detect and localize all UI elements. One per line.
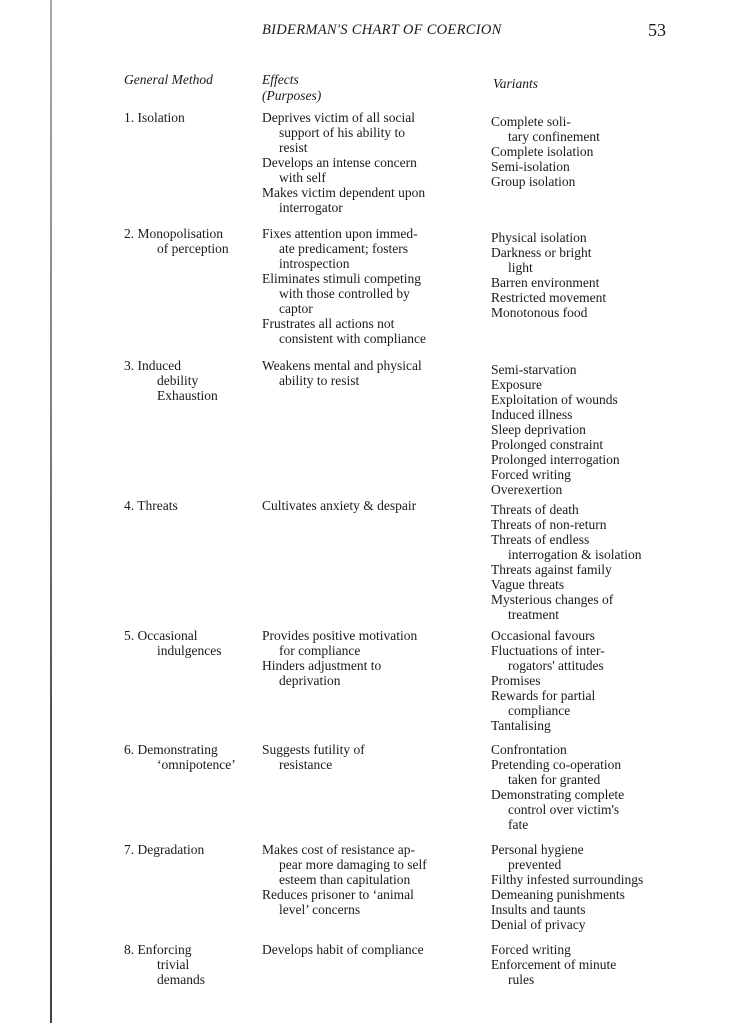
variant-line: Induced illness (491, 407, 573, 422)
effect-line: Develops an intense concern (262, 155, 417, 170)
variant-line: Vague threats (491, 577, 565, 592)
variant-line: prevented (508, 857, 562, 872)
effect-line: Cultivates anxiety & despair (262, 498, 417, 513)
variant-line: taken for granted (508, 772, 601, 787)
effect-line: resistance (279, 757, 333, 772)
method-name: debility (157, 373, 199, 388)
method-name: Exhaustion (157, 388, 218, 403)
variant-line: fate (508, 817, 529, 832)
effect-line: Fixes attention upon immed- (262, 226, 418, 241)
effect-line: ability to resist (279, 373, 360, 388)
variant-line: Threats of non-return (491, 517, 607, 532)
variant-line: Restricted movement (491, 290, 607, 305)
variant-line: Overexertion (491, 482, 563, 497)
effect-line: Frustrates all actions not (262, 316, 395, 331)
method-name: demands (157, 972, 205, 987)
column-header-variants: Variants (493, 76, 539, 91)
method-name: ‘omnipotence’ (157, 757, 236, 772)
method-name: indulgences (157, 643, 222, 658)
variant-line: Prolonged interrogation (491, 452, 620, 467)
column-header-effects: Effects (262, 72, 299, 87)
method-name: 5. Occasional (124, 628, 198, 643)
variant-line: rules (508, 972, 535, 987)
effect-line: Makes cost of resistance ap- (262, 842, 415, 857)
effect-line: esteem than capitulation (279, 872, 411, 887)
variant-line: Prolonged constraint (491, 437, 604, 452)
method-name: 2. Monopolisation (124, 226, 224, 241)
effect-line: with self (279, 170, 326, 185)
effect-line: Suggests futility of (262, 742, 365, 757)
page-binding-edge (50, 0, 52, 1023)
variant-line: Threats against family (491, 562, 612, 577)
variant-line: control over victim's (508, 802, 620, 817)
variant-line: Monotonous food (491, 305, 588, 320)
variant-line: Semi-isolation (491, 159, 570, 174)
effect-line: Develops habit of compliance (262, 942, 424, 957)
variant-line: Exploitation of wounds (491, 392, 618, 407)
variant-line: treatment (508, 607, 559, 622)
method-name: 8. Enforcing (124, 942, 192, 957)
effect-line: ate predicament; fosters (279, 241, 408, 256)
method-name: 1. Isolation (124, 110, 185, 125)
effect-line: Reduces prisoner to ‘animal (262, 887, 414, 902)
variant-line: Pretending co-operation (491, 757, 622, 772)
variant-line: Sleep deprivation (491, 422, 586, 437)
effect-line: interrogator (279, 200, 343, 215)
variant-line: Barren environment (491, 275, 600, 290)
variant-line: Exposure (491, 377, 542, 392)
variant-line: Insults and taunts (491, 902, 586, 917)
variant-line: Demonstrating complete (491, 787, 625, 802)
effect-line: Weakens mental and physical (262, 358, 422, 373)
variant-line: Mysterious changes of (491, 592, 614, 607)
method-name: trivial (157, 957, 190, 972)
variant-line: rogators' attitudes (508, 658, 604, 673)
effect-line: pear more damaging to self (279, 857, 427, 872)
effect-line: deprivation (279, 673, 341, 688)
variant-line: Filthy infested surroundings (491, 872, 644, 887)
variant-line: Threats of endless (491, 532, 590, 547)
effect-line: Deprives victim of all social (262, 110, 415, 125)
variant-line: Promises (491, 673, 541, 688)
effect-line: support of his ability to (279, 125, 405, 140)
variant-line: compliance (508, 703, 571, 718)
method-name: of perception (157, 241, 229, 256)
variant-line: Occasional favours (491, 628, 595, 643)
variant-line: Group isolation (491, 174, 576, 189)
variant-line: interrogation & isolation (508, 547, 642, 562)
method-name: 6. Demonstrating (124, 742, 218, 757)
variant-line: light (508, 260, 533, 275)
variant-line: Complete isolation (491, 144, 594, 159)
effect-line: with those controlled by (279, 286, 410, 301)
variant-line: Threats of death (491, 502, 579, 517)
variant-line: Tantalising (491, 718, 551, 733)
variant-line: Physical isolation (491, 230, 587, 245)
variant-line: Denial of privacy (491, 917, 586, 932)
variant-line: Darkness or bright (491, 245, 592, 260)
page-number: 53 (648, 20, 666, 40)
method-name: 7. Degradation (124, 842, 205, 857)
running-head: BIDERMAN'S CHART OF COERCION (262, 22, 502, 38)
variant-line: tary confinement (508, 129, 600, 144)
variant-line: Fluctuations of inter- (491, 643, 605, 658)
effect-line: Provides positive motivation (262, 628, 418, 643)
effect-line: level’ concerns (279, 902, 361, 917)
column-header-method: General Method (124, 72, 213, 87)
effect-line: captor (279, 301, 313, 316)
effect-line: for compliance (279, 643, 361, 658)
variant-line: Confrontation (491, 742, 567, 757)
effect-line: introspection (279, 256, 350, 271)
variant-line: Forced writing (491, 942, 571, 957)
effect-line: Hinders adjustment to (262, 658, 382, 673)
method-name: 3. Induced (124, 358, 181, 373)
effect-line: Makes victim dependent upon (262, 185, 426, 200)
effect-line: Eliminates stimuli competing (262, 271, 421, 286)
variant-line: Complete soli- (491, 114, 571, 129)
variant-line: Personal hygiene (491, 842, 584, 857)
variant-line: Demeaning punishments (491, 887, 625, 902)
method-name: 4. Threats (124, 498, 178, 513)
variant-line: Enforcement of minute (491, 957, 617, 972)
variant-line: Rewards for partial (491, 688, 596, 703)
column-header-effects-subtitle: (Purposes) (262, 88, 322, 103)
effect-line: resist (279, 140, 308, 155)
variant-line: Forced writing (491, 467, 571, 482)
effect-line: consistent with compliance (279, 331, 426, 346)
variant-line: Semi-starvation (491, 362, 577, 377)
